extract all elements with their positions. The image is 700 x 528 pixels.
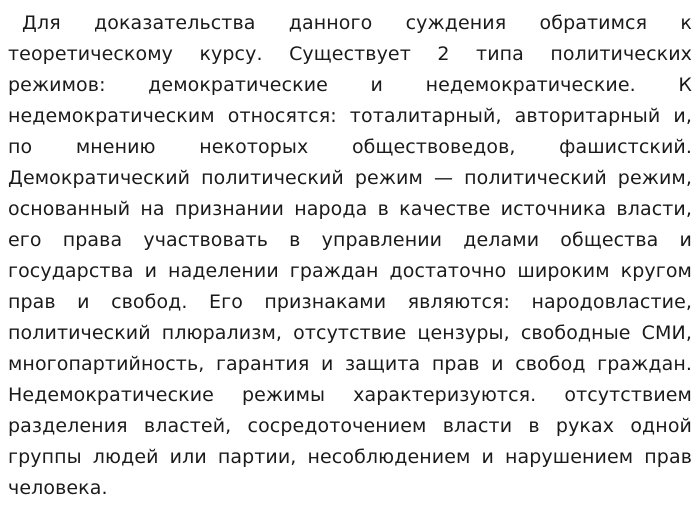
document-page: [8, 8, 692, 504]
body-paragraph: Для доказательства данного суждения обратимся к теоретическому курсу. Существует 2 типа политических режимов: демократические и недемократические. К недемократическим относятся: тоталитарный, авторитарный и, по мнению некоторых обществоведов, фашистский. Демократический политический режим — политический режим, основанный на признании народа в качестве источника власти, его права участвовать в управлении делами общества и государства и наделении граждан достаточно широким кругом прав и свобод. Его признаками являются: народовластие, политический плюрализм, отсутствие цензуры, свободные СМИ, многопартийность, гарантия и защита прав и свобод граждан. Недемократические режимы характеризуются. отсутствием разделения властей, сосредоточением власти в руках одной группы людей или партии, несоблюдением и нарушением прав человека.: [8, 12, 692, 499]
